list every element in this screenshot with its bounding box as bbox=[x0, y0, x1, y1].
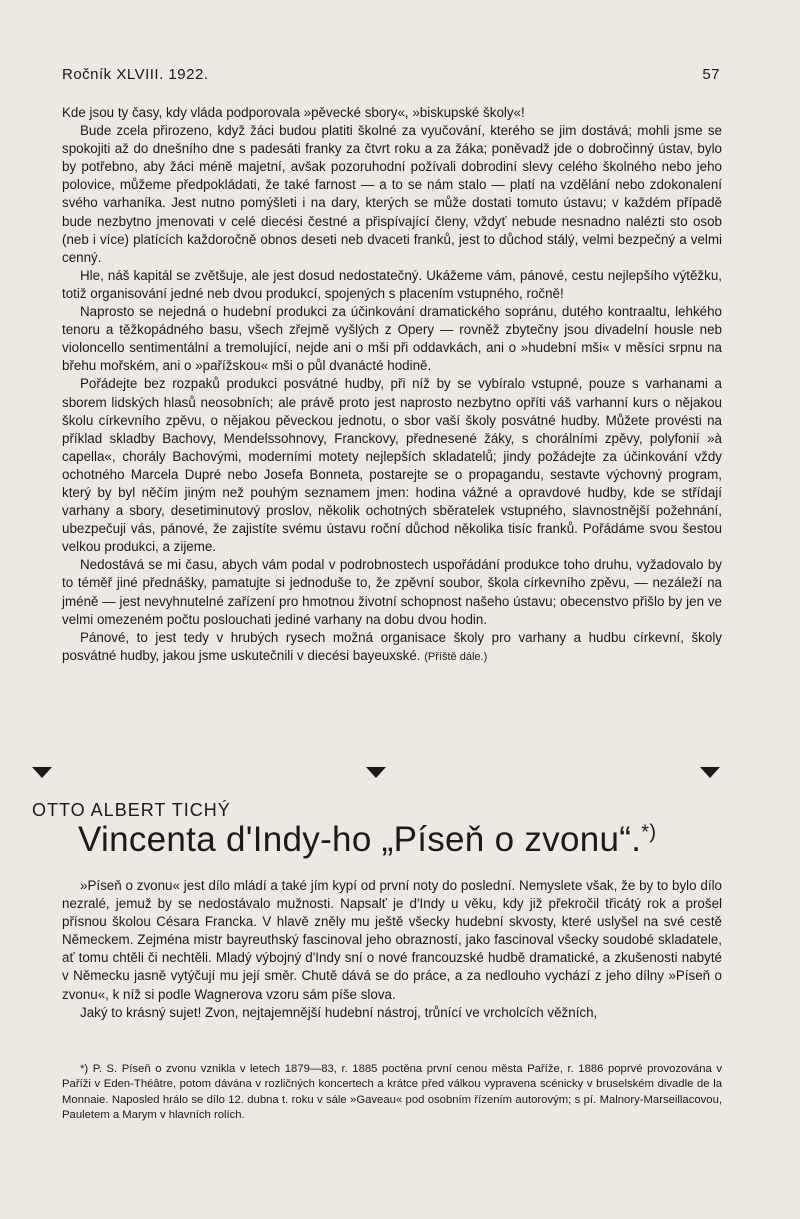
footnote bbox=[62, 1062, 722, 1124]
continued-note: (Příště dále.) bbox=[424, 650, 488, 663]
article-author: OTTO ALBERT TICHÝ bbox=[32, 800, 231, 820]
article-title-text: Vincenta d'Indy-ho „Píseň o zvonu“. bbox=[78, 820, 642, 859]
footnote-mark: *) bbox=[641, 821, 657, 844]
paragraph-with-continuation bbox=[62, 629, 722, 666]
article-title bbox=[78, 820, 738, 860]
paragraph: Jaký to krásný sujet! Zvon, nejtajemnější hudební nástroj, trůnící ve vrcholcích věžních, bbox=[80, 1004, 598, 1020]
paragraph: Kde jsou ty časy, kdy vláda podporovala »pěvecké sbory«, »biskupské školy«! bbox=[62, 105, 525, 120]
paragraph: Nedostává se mi času, abych vám podal v podrobnostech uspořádání produkce toho druhu, vyžadovalo by to téměř jiné přednášky, pamatujte si jednoduše to, že zpěvní soubor, škola církevního zpěvu, — nezáleží na jméně — jest nevyhnutelné zařízení pro hmotnou životní schopnost našeho ústavu; obecenstvo přišlo by jen ve velmi omezeném počtu poslouchati jediné varhany na dobu dvou hodin. bbox=[62, 557, 722, 627]
running-header bbox=[62, 66, 720, 83]
page-number: 57 bbox=[702, 66, 720, 83]
paragraph: Naprosto se nejedná o hudební produkci za účinkování dramatického sopránu, dutého kontraaltu, lehkého tenoru a těžkopádného basu, všech zřejmě vyšlých z Opery — rovněž zbytečny jsou divadelní housle neb violoncello sentimentální a tremolující, nejde ani o mši při oddavkách, ani o »hudební mši« v měsíci srpnu na břehu mořském, ani o »pařížskou« mši o půl dvanácté hodině. bbox=[62, 304, 722, 374]
article-body bbox=[62, 877, 722, 1022]
divider-triangle-icon bbox=[366, 767, 386, 778]
paragraph: »Píseň o zvonu« jest dílo mládí a také jím kypí od první noty do poslední. Nemyslete však, že by to bylo dílo nezralé, jemuž by se nedostávalo mužnosti. Napsalť je d'Indy u věku, kdy již překročil třicátý rok a prošel přísnou školou Césara Francka. V hlavě zněly mu ještě všecky hudební skvosty, které uslyšel na své cestě Německem. Zejména mistr bayreuthský fascinoval jeho obrazností, jako fascinoval všecky soudobé skladatele, ať tomu chtěli či nechtěli. Mladý výbojný d'Indy sní o nové francouzské hudbě dramatické, a zkušenosti nabyté v Německu jasně vytýčují mu její směr. Chutě dává se do práce, a za nedlouho vychází z jeho dílny »Píseň o zvonu«, k níž si podle Wagnerova vzoru sám píše slova. bbox=[62, 878, 722, 1002]
paragraph: Bude zcela přirozeno, když žáci budou platiti školné za vyučování, kterého se jim dostává; mohli jsme se spokojiti až do dnešního dne s padesáti franky za čtvrt roku a za žáka; poněvadž jde o dobročinný ústav, bylo by potřebno, aby žáci méně majetní, avšak pozoruhodní požívali dobrodiní slevy celého školného nebo jeho polovice, můžeme předpokládati, že také farnost — a to se nám stalo — platí na vzdělání nebo zdokonalení svého varhaníka. Jest nutno pomýšleti i na dary, kterých se může dostati tomuto ústavu; v každém případě bude nezbytno jmenovati v celé diecési čestné a přispívající členy, vždyť nebude nesnadno nalézti sto osob (neb i více) platících každoročně obnos deseti neb dvaceti franků, jest to důchod stálý, velmi bezpečný a velmi cenný. bbox=[62, 123, 722, 265]
divider-triangle-icon bbox=[32, 767, 52, 778]
footnote-text: *) P. S. Píseň o zvonu vznikla v letech 1879—83, r. 1885 poctěna první cenou města Paříže, r. 1886 poprvé provozována v Paříži v Eden-Théâtre, potom dávána v rozličných koncertech a krátce před válkou vypravena scénicky v bruselském divadle de la Monnaie. Naposled hrálo se dílo 12. dubna t. roku v sále »Gaveau« pod osobním řízením autorovým; s pí. Malnory-Marseillacovou, Pauletem a Marym v hlavních rolích. bbox=[62, 1063, 722, 1122]
paragraph: Hle, náš kapitál se zvětšuje, ale jest dosud nedostatečný. Ukážeme vám, pánové, cestu nejlepšího výtěžku, totiž organisování jedné neb dvou produkcí, spojených s placením vstupného, ročně! bbox=[62, 267, 722, 301]
divider-triangle-icon bbox=[700, 767, 720, 778]
section-divider bbox=[32, 767, 720, 779]
journal-volume: Ročník XLVIII. 1922. bbox=[62, 66, 209, 83]
paragraph: Pánové, to jest tedy v hrubých rysech možná organisace školy pro varhany a hudbu církevní, školy posvátné hudby, jakou jsme uskutečnili v diecési bayeuxské. bbox=[62, 629, 722, 663]
article-continuation bbox=[62, 104, 722, 666]
paragraph: Pořádejte bez rozpaků produkci posvátné hudby, při níž by se vybíralo vstupné, pouze s varhanami a sborem lidských hlasů neosobních; ale právě proto jest naprosto nezbytno opříti váš varhanní kurs o nějakou školu církevního zpěvu, o nějakou pěveckou jednotu, o sbor vaší školy posvátné hudby. Můžete provésti na příklad skladby Bachovy, Mendelssohnovy, Franckovy, přednesené žáky, s chorálními zpěvy, polyfonií »à capella«, chorály Bachovými, moderními motety nejlepších skladatelů; jindy požádejte za účinkování vždy ochotného Marcela Dupré nebo Josefa Bonneta, postarejte se o propagandu, sestavte výchovný program, který by byl něčím jiným než pouhým seznamem jmen: hodina vážné a opravdové hudby, kde se střídají varhany a sbory, desetiminutový proslov, několik ochotných sběratelek vstupného, slavnostnější požehnání, ubezpečuji vás, pánové, že zajistíte svému ústavu roční důchod několika tisíc franků. Pořádáme svou šestou velkou produkci, a zijeme. bbox=[62, 376, 722, 555]
